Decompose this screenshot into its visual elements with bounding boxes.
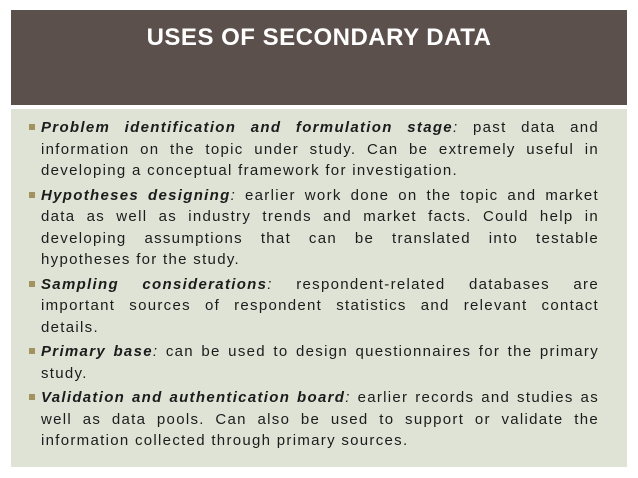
bullet-separator: : xyxy=(152,343,159,360)
bullet-item xyxy=(29,117,599,182)
bullet-text: past data and information on the topic under study. Can be extremely useful in developing a conceptual framework for investigation. xyxy=(41,119,600,179)
bullet-text: earlier records and studies as well as data pools. Can also be used to support or validate the information collected through primary sources. xyxy=(41,389,599,449)
bullet-separator: : xyxy=(230,186,237,204)
title-bar xyxy=(11,10,627,105)
bullet-list xyxy=(29,117,599,455)
bullet-term: Primary base xyxy=(41,343,153,360)
bullet-separator: : xyxy=(345,389,351,406)
bullet-separator: : xyxy=(267,275,273,293)
bullet-item xyxy=(29,341,599,384)
square-bullet-icon xyxy=(29,394,35,400)
bullet-term: Problem identification and formulation stage xyxy=(41,119,453,136)
square-bullet-icon xyxy=(29,281,35,287)
bullet-term: Sampling considerations xyxy=(41,275,268,293)
bullet-term: Hypotheses designing xyxy=(41,186,231,204)
bullet-text: can be used to design questionnaires for the primary study. xyxy=(41,343,599,382)
bullet-item xyxy=(29,185,599,271)
bullet-text: respondent-related databases are important sources of respondent statistics and relevant contact details. xyxy=(41,275,599,336)
content-box xyxy=(11,109,627,467)
square-bullet-icon xyxy=(29,124,35,130)
bullet-item xyxy=(29,274,599,339)
square-bullet-icon xyxy=(29,192,35,198)
bullet-item xyxy=(29,387,599,452)
bullet-separator: : xyxy=(452,119,459,136)
bullet-text: earlier work done on the topic and market data as well as industry trends and market facts. Could help in developing assumptions that can be translated into testable hypotheses for the study. xyxy=(41,186,599,268)
bullet-term: Validation and authentication board xyxy=(41,389,346,406)
square-bullet-icon xyxy=(29,348,35,354)
slide-title: USES OF SECONDARY DATA xyxy=(146,24,492,51)
